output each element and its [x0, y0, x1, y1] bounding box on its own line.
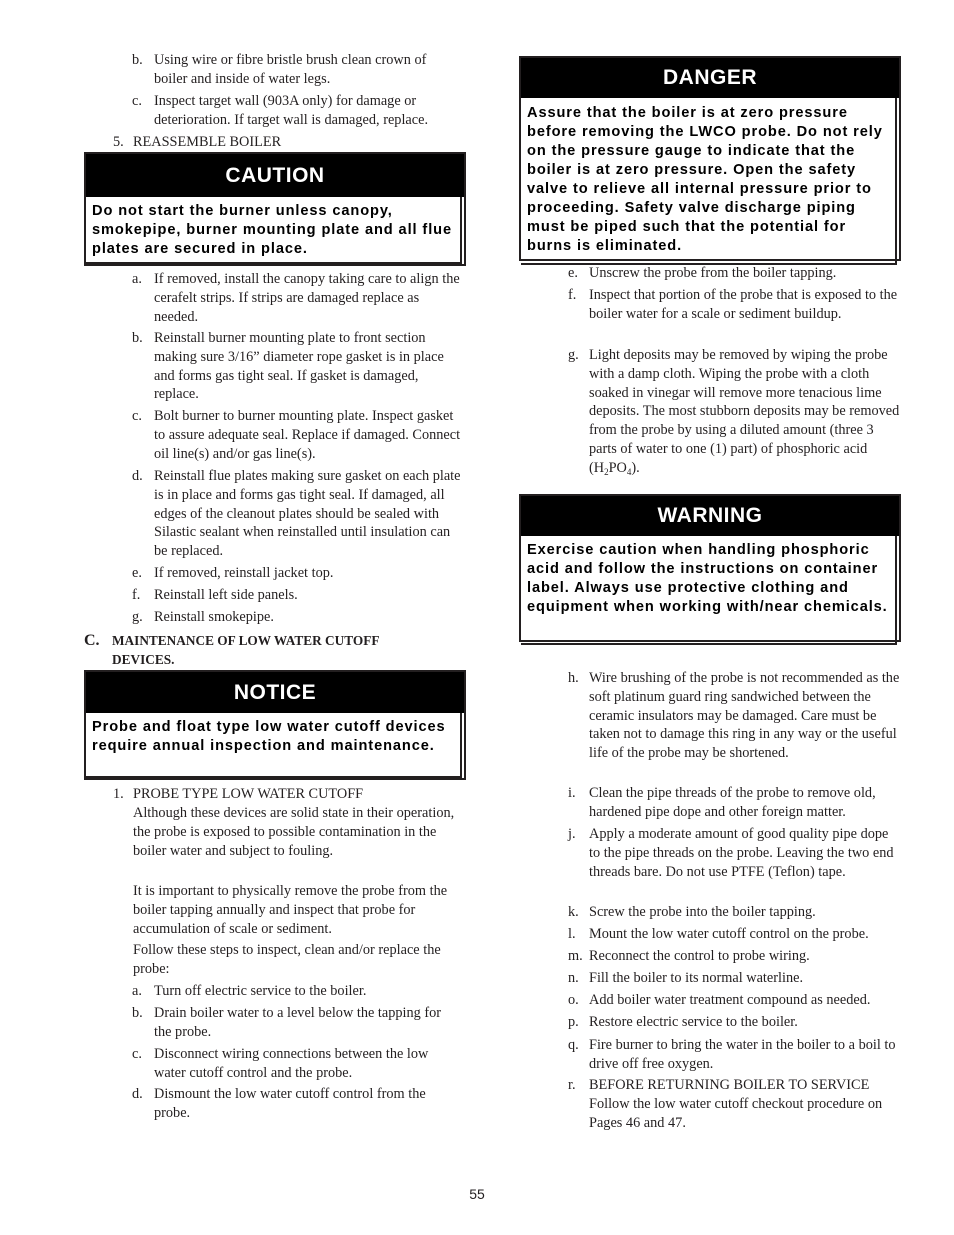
item-text: Apply a moderate amount of good quality pipe dope to the pipe threads on the probe. Leaving the two end threads bare. Do not use PTFE (Teflon) tape. — [589, 826, 894, 880]
item-text: Reinstall burner mounting plate to front section making sure 3/16” diameter rope gasket is in place and forms gas tight seal. If gasket is damaged, replace. — [154, 330, 444, 403]
caution-box — [84, 152, 466, 266]
probe-paragraph: It is important to physically remove the probe from the boiler tapping annually and inspect that probe for accumulation of scale or sediment. — [133, 883, 448, 937]
danger-title: DANGER — [521, 58, 899, 98]
item-text: Drain boiler water to a level below the tapping for the probe. — [154, 1005, 442, 1040]
item-label: b. — [132, 330, 143, 346]
caution-text: Do not start the burner unless canopy, smokepipe, burner mounting plate and all flue plates are secured in place. — [86, 197, 462, 264]
item-label: g. — [568, 347, 579, 363]
item-text: Using wire or fibre bristle brush clean crown of boiler and inside of water legs. — [154, 52, 427, 87]
item-text: Clean the pipe threads of the probe to remove old, hardened pipe dope and other foreign matter. — [589, 785, 876, 820]
item-text: Wire brushing of the probe is not recommended as the soft platinum guard ring sandwiched between the ceramic insulators may be damaged. Care must be taken not to damage this ring in any way or the useful life of the probe may be shortened. — [589, 670, 900, 762]
item-label: a. — [132, 271, 142, 287]
item-label: c. — [132, 93, 142, 109]
item-label: n. — [568, 970, 579, 986]
item-text: Unscrew the probe from the boiler tapping. — [589, 265, 837, 281]
item-label: e. — [132, 565, 142, 581]
item-label: b. — [132, 52, 143, 68]
item-text: Reinstall smokepipe. — [154, 609, 274, 625]
item-text: Disconnect wiring connections between the low water cutoff control and the probe. — [154, 1046, 429, 1081]
item-label: k. — [568, 904, 579, 920]
item-g-text: Light deposits may be removed by wiping the probe with a damp cloth. Wiping the probe with a cloth soaked in vinegar will remove more tenacious lime deposits. The most stubborn deposits may be removed from the probe by using a diluted amount (three 3 parts of water to one (1) part) of phosphoric acid (H — [589, 347, 900, 476]
danger-text: Assure that the boiler is at zero pressure before removing the LWCO probe. Do not rely on the pressure gauge to indicate that the boiler is at zero pressure. Open the safety valve to relieve all internal pressure prior to proceeding. Safety valve discharge piping must be piped such that the potential for burns is eliminated. — [521, 98, 897, 265]
subscript: 2 — [604, 466, 609, 477]
item-label: m. — [568, 948, 583, 964]
caution-title: CAUTION — [86, 154, 464, 197]
item-text: Add boiler water treatment compound as needed. — [589, 992, 871, 1008]
warning-box — [519, 494, 901, 642]
item-label: q. — [568, 1037, 579, 1053]
warning-text: Exercise caution when handling phosphoric acid and follow the instructions on container label. Always use protective clothing and equipment when working with/near chemicals. — [521, 536, 897, 645]
item-label: d. — [132, 468, 143, 484]
probe-heading: PROBE TYPE LOW WATER CUTOFF — [133, 786, 364, 802]
item-text: If removed, reinstall jacket top. — [154, 565, 334, 581]
item-text: Turn off electric service to the boiler. — [154, 983, 367, 999]
probe-label: 1. — [113, 786, 124, 802]
step-label: 5. — [113, 134, 124, 150]
item-text: Bolt burner to burner mounting plate. Inspect gasket to assure adequate seal. Replace if damaged. Connect oil line(s) and/or gas line(s). — [154, 408, 461, 462]
step-text: REASSEMBLE BOILER — [133, 134, 282, 150]
item-text: Fire burner to bring the water in the boiler to a boil to drive off free oxygen. — [589, 1037, 896, 1072]
item-text: Mount the low water cutoff control on the probe. — [589, 926, 869, 942]
item-label: c. — [132, 1046, 142, 1062]
item-label: j. — [568, 826, 576, 842]
item-label: d. — [132, 1086, 143, 1102]
item-label: f. — [132, 587, 141, 603]
warning-title: WARNING — [521, 496, 899, 536]
item-label: a. — [132, 983, 142, 999]
item-label: r. — [568, 1077, 576, 1093]
section-title: MAINTENANCE OF LOW WATER CUTOFF DEVICES. — [112, 633, 379, 667]
item-label: c. — [132, 408, 142, 424]
probe-paragraph: Follow these steps to inspect, clean and/or replace the probe: — [133, 942, 441, 977]
danger-box — [519, 56, 901, 261]
item-label: e. — [568, 265, 578, 281]
item-label: b. — [132, 1005, 143, 1021]
item-label: o. — [568, 992, 579, 1008]
item-text: Screw the probe into the boiler tapping. — [589, 904, 816, 920]
item-label: h. — [568, 670, 579, 686]
item-text: Dismount the low water cutoff control from the probe. — [154, 1086, 426, 1121]
probe-paragraph: Although these devices are solid state in their operation, the probe is exposed to possible contamination in the boiler water and subject to fouling. — [133, 805, 455, 859]
section-label: C. — [84, 632, 100, 649]
item-label: f. — [568, 287, 577, 303]
item-text: Reconnect the control to probe wiring. — [589, 948, 810, 964]
item-label: g. — [132, 609, 143, 625]
item-text: BEFORE RETURNING BOILER TO SERVICE Follow the low water cutoff checkout procedure on Pages 46 and 47. — [589, 1077, 883, 1131]
item-text — [589, 346, 901, 478]
item-label: p. — [568, 1014, 579, 1030]
item-text: If removed, install the canopy taking care to align the cerafelt strips. If strips are damaged replace as needed. — [154, 271, 460, 325]
item-text: Inspect that portion of the probe that is exposed to the boiler water for a scale or sediment buildup. — [589, 287, 898, 322]
item-g-end: ). — [631, 459, 640, 476]
item-text: Fill the boiler to its normal waterline. — [589, 970, 804, 986]
item-text: Reinstall flue plates making sure gasket on each plate is in place and forms gas tight seal. If damaged, all edges of the cleanout plates should be sealed with Silastic sealant when reinstalled until insulation can be replaced. — [154, 468, 461, 560]
page-number: 55 — [469, 1186, 485, 1202]
subscript: 4 — [626, 466, 632, 477]
notice-box — [84, 670, 466, 780]
item-g-formula: PO — [608, 459, 627, 476]
item-text: Restore electric service to the boiler. — [589, 1014, 798, 1030]
notice-text: Probe and float type low water cutoff devices require annual inspection and maintenance. — [86, 713, 462, 778]
notice-title: NOTICE — [86, 672, 464, 713]
item-label: i. — [568, 785, 576, 801]
item-text: Reinstall left side panels. — [154, 587, 298, 603]
item-label: l. — [568, 926, 576, 942]
item-text: Inspect target wall (903A only) for damage or deterioration. If target wall is damaged, replace. — [154, 93, 429, 128]
